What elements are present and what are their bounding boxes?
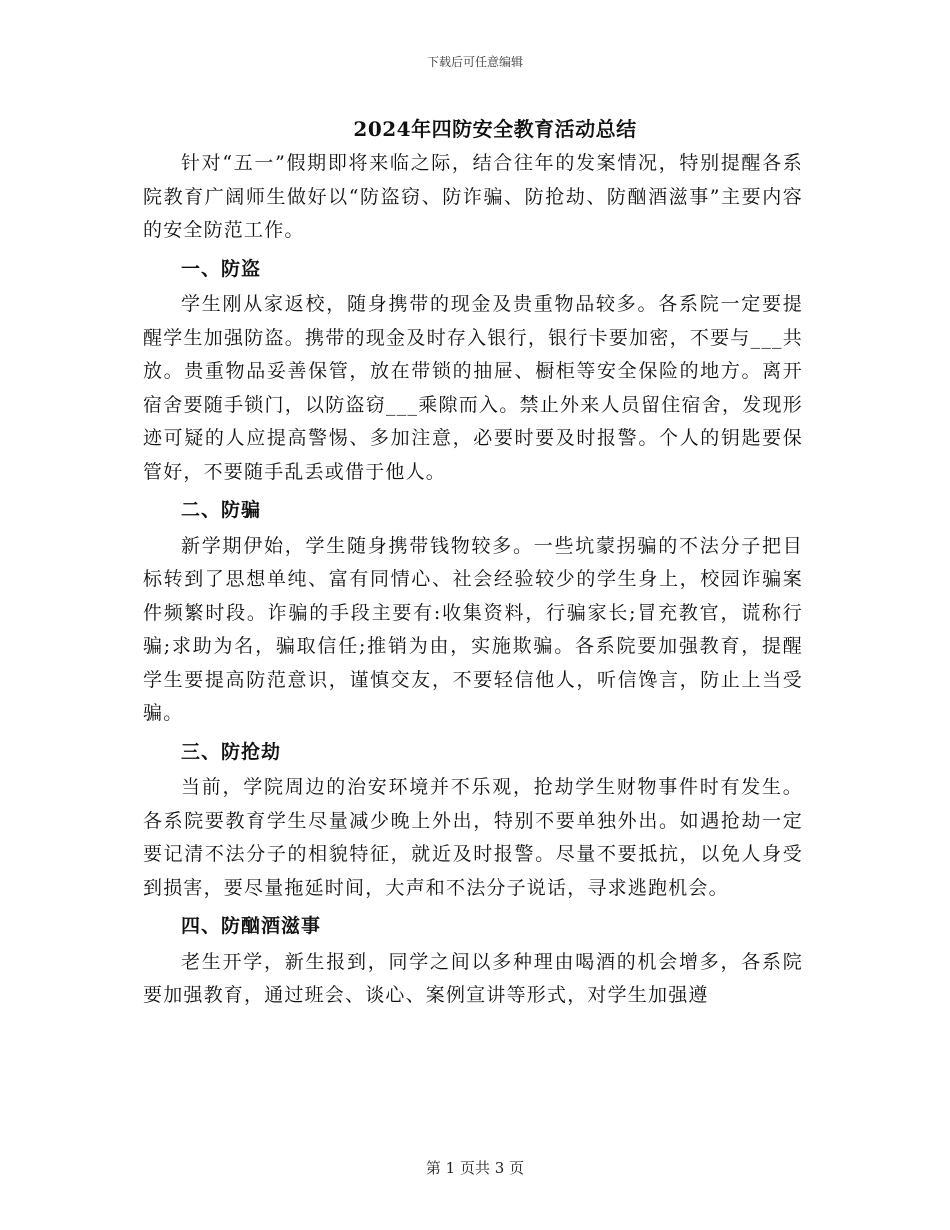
page-number: 第 1 页共 3 页 [425,1159,525,1177]
section-body-anti-robbery: 当前，学院周边的治安环境并不乐观，抢劫学生财物事件时有发生。各系院要教育学生尽量减少晚上外出，特别不要单独外出。如遇抢劫一定要记清不法分子的相貌特征，就近及时报警。尽量不要抵抗，以免人身受到损害，要尽量拖延时间，大声和不法分子说话，寻求逃跑机会。 [143,776,803,899]
section-heading-anti-fraud: 二、防骗 [181,499,262,521]
document-title: 2024年四防安全教育活动总结 [353,117,637,141]
section-body-anti-fraud: 新学期伊始，学生随身携带钱物较多。一些坑蒙拐骗的不法分子把目标转到了思想单纯、富有同情心、社会经验较少的学生身上，校园诈骗案件频繁时段。诈骗的手段主要有:收集资料，行骗家长;冒充教官，谎称行骗;求助为名，骗取信任;推销为由，实施欺骗。各系院要加强教育，提醒学生要提高防范意识，谨慎交友，不要轻信他人，听信馋言，防止上当受骗。 [143,534,803,724]
document-body [143,147,803,1013]
section-heading-anti-theft: 一、防盗 [181,257,262,280]
section-heading-anti-drunkenness: 四、防酗酒滋事 [181,915,322,937]
intro-paragraph: 针对“五一”假期即将来临之际，结合往年的发案情况，特别提醒各系院教育广阔师生做好以“防盗窃、防诈骗、防抢劫、防酗酒滋事”主要内容的安全防范工作。 [143,152,803,241]
section-body-anti-drunkenness: 老生开学，新生报到，同学之间以多种理由喝酒的机会增多，各系院要加强教育，通过班会、谈心、案例宣讲等形式，对学生加强遵 [143,950,803,1006]
section-body-anti-theft: 学生刚从家返校，随身携带的现金及贵重物品较多。各系院一定要提醒学生加强防盗。携带的现金及时存入银行，银行卡要加密，不要与___共放。贵重物品妥善保管，放在带锁的抽屉、橱柜等安全保险的地方。离开宿舍要随手锁门，以防盗窃___乘隙而入。禁止外来人员留住宿舍，发现形迹可疑的人应提高警惕、多加注意，必要时要及时报警。个人的钥匙要保管好，不要随手乱丢或借于他人。 [143,293,803,483]
header-note: 下载后可任意编辑 [426,55,523,69]
section-heading-anti-robbery: 三、防抢劫 [181,740,282,763]
